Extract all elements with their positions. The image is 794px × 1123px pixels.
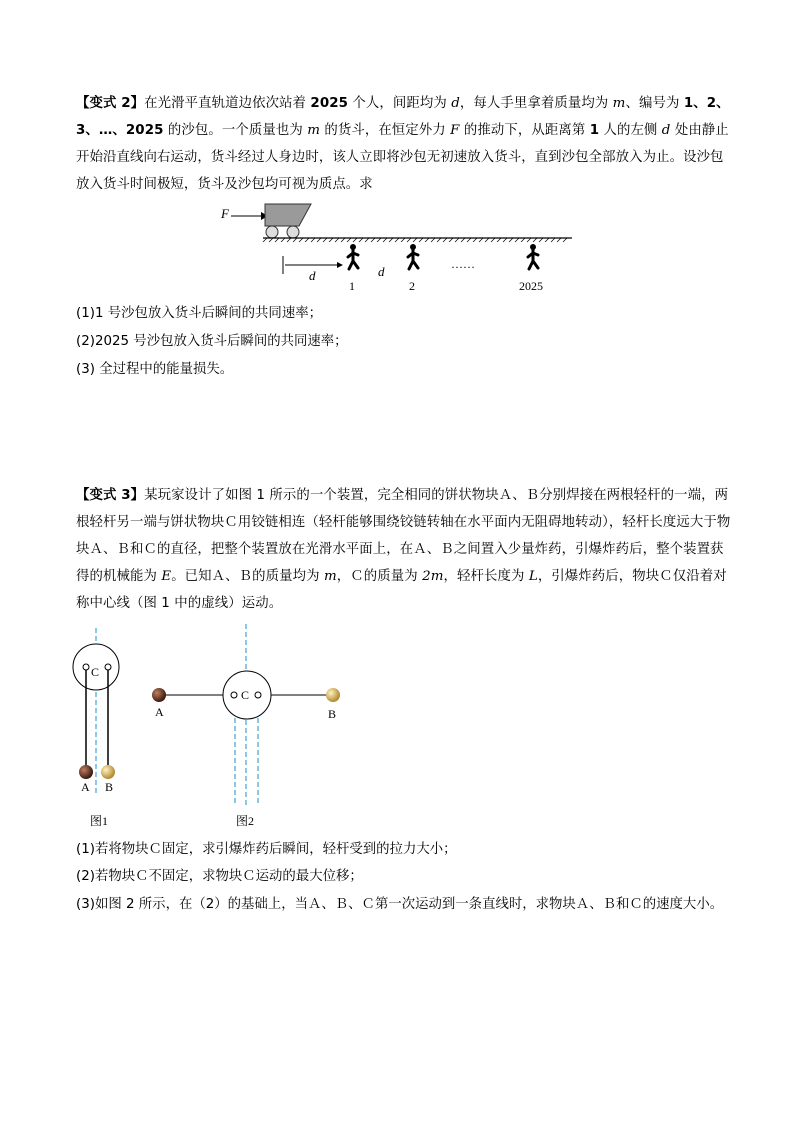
hatch-mark <box>389 238 393 242</box>
problem2-statement: 【变式 2】在光滑平直轨道边依次站着 2025 个人，间距均为 d，每人手里拿着质量均为 m、编号为 1、2、3、…、2025 的沙包。一个质量也为 m 的货斗，在恒定外力 F 的推动下，从距离第 1 人的左侧 d 处由静止开始沿直线向右运动，货斗经过人身边时，该人立即将沙包无初速放入货斗，直到沙包全部放入为止。设沙包放入货斗时间极短，货斗及沙包均可视为质点。求 <box>76 96 730 192</box>
hatch-mark <box>365 238 369 242</box>
fig2-label-C: C <box>241 688 250 702</box>
hatch-mark <box>359 238 363 242</box>
d-label-2: d <box>378 264 385 279</box>
hatch-mark <box>485 238 489 242</box>
force-label: F <box>221 206 229 221</box>
hatch-mark <box>425 238 429 242</box>
cart-track-figure <box>215 198 585 298</box>
device-figures <box>60 620 380 835</box>
hatch-mark <box>299 238 303 242</box>
hatch-mark <box>353 238 357 242</box>
ellipsis: …… <box>451 257 475 271</box>
hatch-mark <box>323 238 327 242</box>
person-label-1: 1 <box>349 279 355 293</box>
person-2-icon <box>408 244 418 269</box>
fig1-label-A: A <box>81 780 90 794</box>
problem2-question-2: (2)2025 号沙包放入货斗后瞬间的共同速率； <box>76 334 348 349</box>
hatch-mark <box>563 238 567 242</box>
fig2-ball-A <box>152 688 166 702</box>
hatch-mark <box>455 238 459 242</box>
cart-body <box>265 204 311 226</box>
hatch-mark <box>437 238 441 242</box>
track-hatch <box>263 238 567 242</box>
hatch-mark <box>401 238 405 242</box>
fig1-caption: 图1 <box>90 814 109 828</box>
cart-wheel-left <box>266 226 278 238</box>
hatch-mark <box>281 238 285 242</box>
fig2-label-A: A <box>155 705 164 719</box>
hatch-mark <box>317 238 321 242</box>
hatch-mark <box>557 238 561 242</box>
fig2-label-B: B <box>328 707 337 721</box>
hatch-mark <box>335 238 339 242</box>
hatch-mark <box>407 238 411 242</box>
cart-wheel-right <box>287 226 299 238</box>
hatch-mark <box>527 238 531 242</box>
d-label-1: d <box>309 268 316 283</box>
hatch-mark <box>545 238 549 242</box>
hatch-mark <box>431 238 435 242</box>
fig2-hinge-right <box>255 692 261 698</box>
hatch-mark <box>347 238 351 242</box>
hatch-mark <box>443 238 447 242</box>
problem2-tag: 【变式 2】 <box>76 96 145 111</box>
hatch-mark <box>371 238 375 242</box>
hatch-mark <box>305 238 309 242</box>
person-2025-icon <box>528 244 538 269</box>
hatch-mark <box>293 238 297 242</box>
person-1-icon <box>348 244 358 269</box>
problem3-statement: 【变式 3】某玩家设计了如图 1 所示的一个装置，完全相同的饼状物块Ａ、Ｂ分别焊接在两根轻杆的一端，两根轻杆另一端与饼状物块Ｃ用铰链相连（轻杆能够围绕铰链转轴在水平面内无阻碍地转动），轻杆长度远大于物块Ａ、Ｂ和Ｃ的直径，把整个装置放在光滑水平面上，在Ａ、Ｂ之间置入少量炸药，引爆炸药后，整个装置获得的机械能为 E。已知Ａ、Ｂ的质量均为 m，Ｃ的质量为 2m，轻杆长度为 L，引爆炸药后，物块Ｃ仅沿着对称中心线（图 1 中的虚线）运动。 <box>76 488 731 611</box>
hatch-mark <box>473 238 477 242</box>
hatch-mark <box>311 238 315 242</box>
fig1-hinge-right <box>105 664 111 670</box>
fig1-ball-A <box>79 765 93 779</box>
problem2-question-1: (1)1 号沙包放入货斗后瞬间的共同速率； <box>76 306 322 321</box>
hatch-mark <box>263 238 267 242</box>
hatch-mark <box>539 238 543 242</box>
hatch-mark <box>449 238 453 242</box>
hatch-mark <box>521 238 525 242</box>
hatch-mark <box>275 238 279 242</box>
fig1-label-B: B <box>105 780 114 794</box>
hatch-mark <box>413 238 417 242</box>
fig2-hinge-left <box>231 692 237 698</box>
problem2-question-3: (3) 全过程中的能量损失。 <box>76 362 234 377</box>
problem3-question-1: (1)若将物块Ｃ固定，求引爆炸药后瞬间，轻杆受到的拉力大小； <box>76 842 457 857</box>
hatch-mark <box>479 238 483 242</box>
hatch-mark <box>509 238 513 242</box>
hatch-mark <box>329 238 333 242</box>
hatch-mark <box>287 238 291 242</box>
fig1-ball-B <box>101 765 115 779</box>
hatch-mark <box>491 238 495 242</box>
hatch-mark <box>395 238 399 242</box>
hatch-mark <box>515 238 519 242</box>
hatch-mark <box>377 238 381 242</box>
hatch-mark <box>419 238 423 242</box>
hatch-mark <box>383 238 387 242</box>
hatch-mark <box>503 238 507 242</box>
fig1-label-C: C <box>91 665 100 679</box>
hatch-mark <box>269 238 273 242</box>
hatch-mark <box>533 238 537 242</box>
d-arrow-1-head <box>337 262 343 268</box>
person-label-2025: 2025 <box>519 279 543 293</box>
hatch-mark <box>551 238 555 242</box>
fig1-hinge-left <box>83 664 89 670</box>
problem3-tag: 【变式 3】 <box>76 488 145 503</box>
fig2-ball-B <box>326 688 340 702</box>
hatch-mark <box>467 238 471 242</box>
hatch-mark <box>497 238 501 242</box>
problem3-question-3: (3)如图 2 所示，在（2）的基础上，当Ａ、Ｂ、Ｃ第一次运动到一条直线时，求物块Ａ、Ｂ和Ｃ的速度大小。 <box>76 897 724 912</box>
person-label-2: 2 <box>409 279 415 293</box>
fig2-caption: 图2 <box>236 814 255 828</box>
hatch-mark <box>341 238 345 242</box>
hatch-mark <box>461 238 465 242</box>
problem3-question-2: (2)若物块Ｃ不固定，求物块Ｃ运动的最大位移； <box>76 869 363 884</box>
